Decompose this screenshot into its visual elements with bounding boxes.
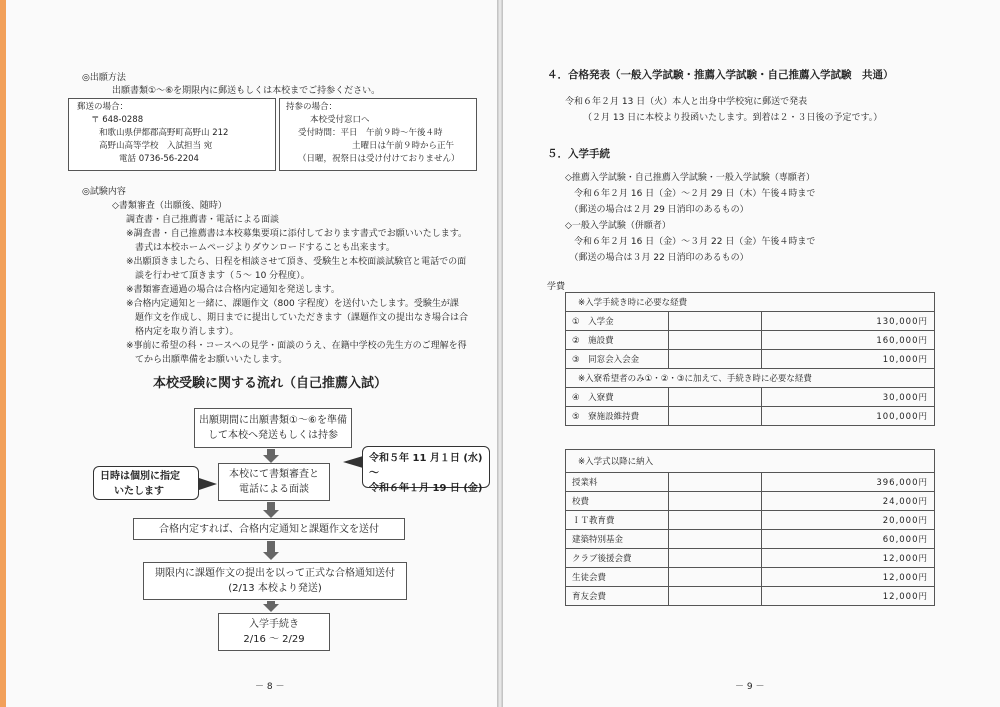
fee-name-cell xyxy=(566,312,669,331)
table-row xyxy=(566,312,935,331)
note-line: ※出願頂きましたら、日程を相談させて頂き、受験生と本校面談試験官と電話での面 xyxy=(126,257,467,267)
row-number: ② xyxy=(572,336,580,346)
deliver-box xyxy=(279,98,477,171)
note-line: 格内定を取り消します）。 xyxy=(126,327,239,337)
flow-arrowhead xyxy=(263,510,279,518)
fee-name: 寮施設維持費 xyxy=(588,412,640,422)
exam-content-heading: ◎試験内容 xyxy=(82,187,126,197)
blank-cell xyxy=(669,568,762,587)
table-row xyxy=(566,530,935,549)
fee-name: 施設費 xyxy=(588,336,614,346)
announcement-note: （２月 13 日に本校より投函いたします。到着は２・３日後の予定です。） xyxy=(583,113,883,123)
fee-amount: 12,000円 xyxy=(762,568,935,587)
bubble-application-period xyxy=(362,446,490,494)
blank-cell xyxy=(669,530,762,549)
table-row xyxy=(566,473,935,492)
procedure-line: ◇推薦入学試験・自己推薦入学試験・一般入学試験（専願者） xyxy=(565,173,815,183)
table-header: ※入学式以降に納入 xyxy=(566,450,935,473)
flow-title: 本校受験に関する流れ（自己推薦入試） xyxy=(152,376,387,391)
table-subheader: ※入寮希望者のみ①・②・③に加えて、手続き時に必要な経費 xyxy=(566,369,935,388)
blank-cell xyxy=(669,549,762,568)
flow-step-text: 出願期間に出願書類①～⑥を準備 xyxy=(199,415,347,426)
procedure-line: （郵送の場合は３月 22 日消印のあるもの） xyxy=(565,253,749,263)
right-page xyxy=(503,0,1000,707)
fee-amount: 30,000円 xyxy=(762,388,935,407)
table-row xyxy=(566,549,935,568)
flow-step-text: 合格内定すれば、合格内定通知と課題作文を送付 xyxy=(159,523,379,535)
fee-amount: 12,000円 xyxy=(762,587,935,606)
section5-heading: ５．入学手続 xyxy=(547,148,610,160)
procedure-line: ◇一般入学試験（併願者） xyxy=(565,221,671,231)
document-review-items: 調査書・自己推薦書・電話による面談 xyxy=(126,215,280,225)
fee-amount: 130,000円 xyxy=(762,312,935,331)
fee-amount: 60,000円 xyxy=(762,530,935,549)
note-line: てから出願準備をお願いいたします。 xyxy=(126,355,288,365)
row-number: ③ xyxy=(572,355,580,365)
table-row xyxy=(566,587,935,606)
flow-arrowhead xyxy=(263,604,279,612)
fee-name: クラブ後援会費 xyxy=(566,549,669,568)
deliver-saturday: 土曜日は午前９時から正午 xyxy=(352,141,455,151)
fee-name: 建築特別基金 xyxy=(566,530,669,549)
mail-label: 郵送の場合： xyxy=(77,102,129,112)
procedure-line: 令和６年２月 16 日（金）～２月 29 日（木）午後４時まで xyxy=(565,189,816,199)
table-row xyxy=(566,511,935,530)
fee-name: 入学金 xyxy=(588,317,614,327)
announcement-line: 令和６年２月 13 日（火）本人と出身中学校宛に郵送で発表 xyxy=(565,97,808,107)
table-row xyxy=(566,388,935,407)
fee-name: 校費 xyxy=(566,492,669,511)
left-page xyxy=(0,0,497,707)
blank-cell xyxy=(669,331,762,350)
note-line: 談を行わせて頂きます（５～ 10 分程度）。 xyxy=(126,271,310,281)
table-row xyxy=(566,568,935,587)
fee-name-cell xyxy=(566,388,669,407)
row-number: ① xyxy=(572,317,580,327)
procedure-line: 令和６年２月 16 日（金）～３月 22 日（金）午後４時まで xyxy=(565,237,816,247)
flow-step-provisional xyxy=(133,518,405,540)
blank-cell xyxy=(669,511,762,530)
flow-step-text: 2/16 ～ 2/29 xyxy=(243,634,305,645)
fee-amount: 396,000円 xyxy=(762,473,935,492)
blank-cell xyxy=(669,473,762,492)
note-line: ※事前に希望の科・コースへの見学・面談のうえ、在籍中学校の先生方のご理解を得 xyxy=(126,341,467,351)
flow-step-text: 期限内に課題作文の提出を以って正式な合格通知送付 xyxy=(155,568,395,579)
application-method-heading: ◎出願方法 xyxy=(82,73,126,83)
fee-name: ＩＴ教育費 xyxy=(566,511,669,530)
note-line: 題作文を作成し、期日までに提出していただきます（課題作文の提出なき場合は合 xyxy=(126,313,469,323)
flow-step-enrollment xyxy=(218,613,330,651)
page-number: － 9 － xyxy=(735,682,765,692)
fee-amount: 20,000円 xyxy=(762,511,935,530)
fee-name: 授業料 xyxy=(566,473,669,492)
table-row xyxy=(566,350,935,369)
fee-name: 生徒会費 xyxy=(566,568,669,587)
flow-arrowhead xyxy=(263,552,279,560)
note-line: ※合格内定通知と一緒に、課題作文（800 字程度）を送付いたします。受験生が課 xyxy=(126,299,459,309)
table-row xyxy=(566,492,935,511)
fee-amount: 160,000円 xyxy=(762,331,935,350)
note-line: ※調査書 ･ 自己推薦書は本校募集要項に添付しております書式でお願いいたします。 xyxy=(126,229,468,239)
bubble-text: いたします xyxy=(114,486,164,497)
fee-amount: 10,000円 xyxy=(762,350,935,369)
fee-name-cell xyxy=(566,331,669,350)
fees-label: 学費 xyxy=(547,282,566,292)
flow-step-text: して本校へ発送もしくは持参 xyxy=(208,430,338,441)
note-line: ※書類審査通過の場合は合格内定通知を発送します。 xyxy=(126,285,340,295)
deliver-window: 本校受付窓口へ xyxy=(310,115,370,125)
blank-cell xyxy=(669,492,762,511)
flow-arrowhead xyxy=(263,455,279,463)
flow-step-submit xyxy=(194,408,352,448)
bubble-text: 日時は個別に指定 xyxy=(100,471,180,482)
fee-amount: 12,000円 xyxy=(762,549,935,568)
flow-step-review xyxy=(218,463,330,501)
document-review-heading: ◇書類審査（出願後、随時） xyxy=(112,201,227,211)
mail-box xyxy=(68,98,276,171)
flow-step-text: (2/13 本校より発送) xyxy=(228,583,322,594)
mail-recipient: 高野山高等学校 入試担当 宛 xyxy=(99,141,213,151)
flow-step-text: 本校にて書類審査と xyxy=(229,469,319,480)
table-header: ※入学手続き時に必要な経費 xyxy=(566,293,935,312)
deliver-label: 持参の場合： xyxy=(286,102,338,112)
fee-name-cell xyxy=(566,350,669,369)
table-row xyxy=(566,331,935,350)
flow-step-text: 入学手続き xyxy=(249,619,299,630)
bubble-pointer xyxy=(199,478,217,490)
blank-cell xyxy=(669,407,762,426)
bubble-pointer xyxy=(343,456,363,468)
deliver-note: （日曜，祝祭日は受け付けておりません） xyxy=(298,154,460,164)
mail-phone: 電話 0736-56-2204 xyxy=(119,154,199,164)
blank-cell xyxy=(669,388,762,407)
bubble-text: 令和５年 11 月１日 (水) ～ xyxy=(369,453,483,479)
enrollment-fee-table xyxy=(565,292,935,426)
application-intro: 出願書類①～⑥を期限内に郵送もしくは本校までご持参ください。 xyxy=(112,86,381,96)
note-line: 書式は本校ホームページよりダウンロードすることも出来ます。 xyxy=(126,243,395,253)
fee-name: 育友会費 xyxy=(566,587,669,606)
blank-cell xyxy=(669,312,762,331)
row-number: ⑤ xyxy=(572,412,580,422)
fee-name-cell xyxy=(566,407,669,426)
page-edge xyxy=(0,0,6,707)
mail-address: 和歌山県伊都郡高野町高野山 212 xyxy=(99,128,229,138)
page-number: － 8 － xyxy=(255,682,285,692)
flow-step-text: 電話による面談 xyxy=(239,484,309,495)
deliver-hours: 受付時間：平日 午前９時～午後４時 xyxy=(298,128,443,138)
procedure-line: （郵送の場合は２月 29 日消印のあるもの） xyxy=(565,205,749,215)
fee-name: 同窓会入会金 xyxy=(588,355,640,365)
bubble-individual-schedule xyxy=(93,466,199,500)
post-entrance-fee-table xyxy=(565,449,935,606)
fee-amount: 100,000円 xyxy=(762,407,935,426)
fee-amount: 24,000円 xyxy=(762,492,935,511)
fee-name: 入寮費 xyxy=(588,393,614,403)
bubble-text: 令和６年１月 19 日 (金) xyxy=(369,483,483,494)
table-row xyxy=(566,407,935,426)
row-number: ④ xyxy=(572,393,580,403)
section4-heading: ４．合格発表（一般入学試験・推薦入学試験・自己推薦入学試験 共通） xyxy=(547,69,894,81)
blank-cell xyxy=(669,350,762,369)
blank-cell xyxy=(669,587,762,606)
postal-code: 〒 648-0288 xyxy=(91,115,144,125)
flow-step-final-notice xyxy=(143,562,407,600)
